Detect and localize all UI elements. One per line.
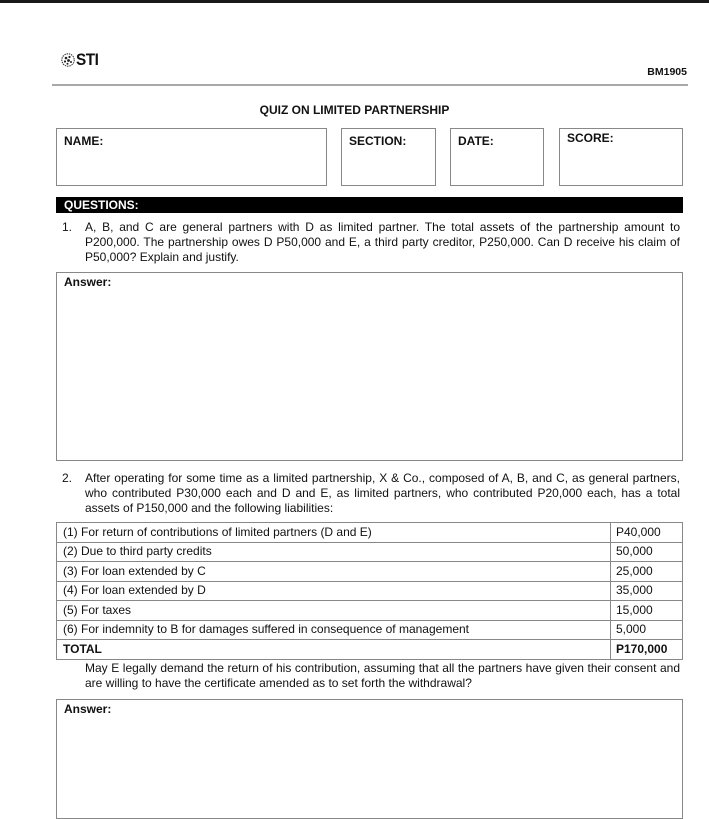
table-row <box>57 620 683 640</box>
question-number: 1. <box>62 220 73 234</box>
answer-box-1[interactable] <box>56 272 683 461</box>
question-number: 2. <box>62 471 73 485</box>
answer-box-2[interactable] <box>56 699 683 819</box>
liability-label: (2) Due to third party credits <box>57 542 611 562</box>
question-2-followup <box>62 661 680 691</box>
liability-label: (1) For return of contributions of limited partners (D and E) <box>57 523 611 543</box>
liability-amount: P40,000 <box>611 523 683 543</box>
table-row <box>57 581 683 601</box>
table-row <box>57 542 683 562</box>
table-row <box>57 562 683 582</box>
liability-amount: 35,000 <box>611 581 683 601</box>
followup-text: May E legally demand the return of his contribution, assuming that all the partners have given their consent and are willing to have the certificate amended as to set forth the withdrawal? <box>85 661 680 690</box>
date-label: DATE: <box>458 134 494 148</box>
question-1 <box>62 220 680 265</box>
liability-label: (5) For taxes <box>57 601 611 621</box>
score-label: SCORE: <box>567 131 614 145</box>
table-row <box>57 601 683 621</box>
logo-text: STI <box>76 50 99 69</box>
date-field[interactable] <box>450 128 544 186</box>
page-title: QUIZ ON LIMITED PARTNERSHIP <box>259 103 450 117</box>
total-row <box>57 640 683 660</box>
name-field[interactable] <box>56 128 327 186</box>
question-text: A, B, and C are general partners with D as limited partner. The total assets of the partnership amount to P200,000. The partnership owes D P50,000 and E, a third party creditor, P250,000. Can D receive his claim of P50,000? Explain and justify. <box>85 220 680 264</box>
total-label: TOTAL <box>57 640 611 660</box>
liability-label: (3) For loan extended by C <box>57 562 611 582</box>
liabilities-table <box>56 522 683 660</box>
answer-label: Answer: <box>64 702 112 716</box>
liability-amount: 25,000 <box>611 562 683 582</box>
sti-logo <box>61 50 101 69</box>
score-field[interactable] <box>559 128 683 186</box>
name-label: NAME: <box>64 134 104 148</box>
section-label: SECTION: <box>349 134 407 148</box>
table-row <box>57 523 683 543</box>
liability-amount: 15,000 <box>611 601 683 621</box>
answer-label: Answer: <box>64 275 112 289</box>
document-code: BM1905 <box>647 66 687 78</box>
header-divider <box>52 84 688 86</box>
total-amount: P170,000 <box>611 640 683 660</box>
top-dark-bar <box>0 0 709 3</box>
liability-label: (6) For indemnity to B for damages suffered in consequence of management <box>57 620 611 640</box>
questions-header: QUESTIONS: <box>56 197 683 213</box>
liability-label: (4) For loan extended by D <box>57 581 611 601</box>
liability-amount: 5,000 <box>611 620 683 640</box>
globe-icon <box>61 53 75 67</box>
question-text: After operating for some time as a limited partnership, X & Co., composed of A, B, and C, as general partners, who contributed P30,000 each and D and E, as limited partners, who contributed P20,000 each, has a total assets of P150,000 and the following liabilities: <box>85 471 680 515</box>
liability-amount: 50,000 <box>611 542 683 562</box>
section-field[interactable] <box>341 128 436 186</box>
question-2 <box>62 471 680 516</box>
